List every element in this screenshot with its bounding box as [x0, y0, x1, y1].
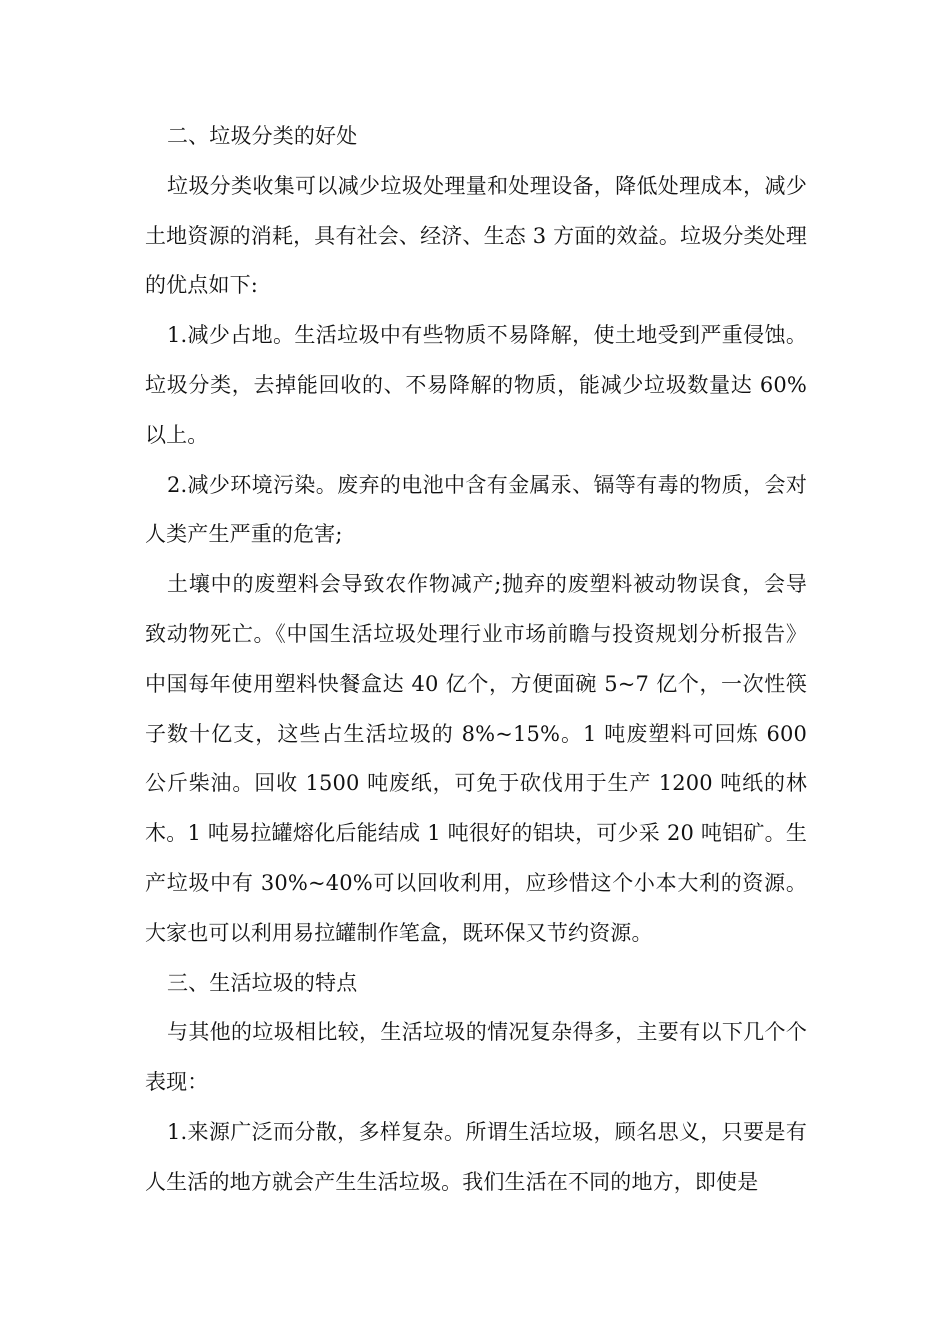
- paragraph-comparison: 与其他的垃圾相比较，生活垃圾的情况复杂得多，主要有以下几个个表现：: [145, 1020, 807, 1095]
- paragraph-intro: 垃圾分类收集可以减少垃圾处理量和处理设备，降低处理成本，减少土地资源的消耗，具有社会、经济、生态 3 方面的效益。垃圾分类处理的优点如下:: [145, 173, 807, 298]
- section-heading-features: 三、生活垃圾的特点: [167, 970, 358, 995]
- section-heading-benefits: 二、垃圾分类的好处: [167, 124, 358, 148]
- paragraph-sources: 1.来源广泛而分散，多样复杂。所谓生活垃圾，顾名思义，只要是有人生活的地方就会产生生活垃圾。我们生活在不同的地方，即使是: [145, 1119, 807, 1194]
- paragraph-plastics: 土壤中的废塑料会导致农作物减产;抛弃的废塑料被动物误食，会导致动物死亡。《中国生活垃圾处理行业市场前瞻与投资规划分析报告》中国每年使用塑料快餐盒达 40 亿个，方便面碗 5~7 亿个，一次性筷子数十亿支，这些占生活垃圾的 8%~15%。1 吨废塑料可回炼 600 公斤柴油。回收 1500 吨废纸，可免于砍伐用于生产 1200 吨纸的林木。1 吨易拉罐熔化后能结成 1 吨很好的铝块，可少采 20 吨铝矿。生产垃圾中有 30%~40%可以回收利用，应珍惜这个小本大利的资源。大家也可以利用易拉罐制作笔盒，既环保又节约资源。: [145, 572, 807, 945]
- document-page: [145, 112, 807, 1208]
- paragraph-point-2: 2.减少环境污染。废弃的电池中含有金属汞、镉等有毒的物质，会对人类产生严重的危害;: [145, 472, 807, 547]
- paragraph-point-1: 1.减少占地。生活垃圾中有些物质不易降解，使土地受到严重侵蚀。垃圾分类，去掉能回收的、不易降解的物质，能减少垃圾数量达 60%以上。: [145, 323, 807, 447]
